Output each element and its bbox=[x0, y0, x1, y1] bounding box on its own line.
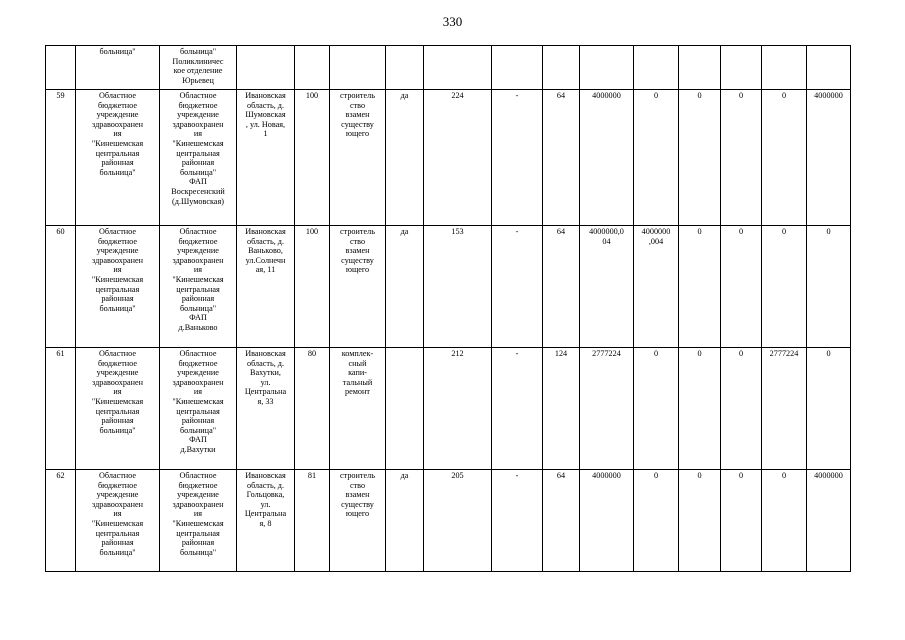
cell-num: 62 bbox=[46, 470, 76, 572]
cell-col12: 0 bbox=[679, 226, 721, 348]
cell-institution: больница" bbox=[76, 46, 160, 90]
cell-col9: 124 bbox=[543, 348, 580, 470]
cell-col5 bbox=[330, 46, 386, 90]
cell-col10: 4000000 bbox=[580, 470, 634, 572]
cell-col13 bbox=[721, 46, 762, 90]
cell-institution: Областное бюджетное учреждение здравоохранен ия "Кинешемская центральная районная больница" bbox=[76, 90, 160, 226]
cell-col10: 4000000 bbox=[580, 90, 634, 226]
cell-col11: 0 bbox=[634, 348, 679, 470]
cell-col14: 0 bbox=[762, 226, 807, 348]
cell-col11: 0 bbox=[634, 470, 679, 572]
cell-address: Ивановская область, д. Гольцовка, ул. Центральна я, 8 bbox=[237, 470, 295, 572]
cell-col8: - bbox=[492, 226, 543, 348]
table-row bbox=[46, 226, 851, 348]
cell-facility: Областное бюджетное учреждение здравоохранен ия "Кинешемская центральная районная больница" ФАП д.Вахутки bbox=[160, 348, 237, 470]
table-row bbox=[46, 90, 851, 226]
page-number: 330 bbox=[442, 14, 463, 29]
cell-col6: да bbox=[386, 226, 424, 348]
cell-address: Ивановская область, д. Вахутки, ул. Центральна я, 33 bbox=[237, 348, 295, 470]
cell-col15: 4000000 bbox=[807, 470, 851, 572]
cell-col6: да bbox=[386, 90, 424, 226]
cell-col14 bbox=[762, 46, 807, 90]
cell-col4 bbox=[295, 46, 330, 90]
cell-address: Ивановская область, д. Ваньково, ул.Солнечн ая, 11 bbox=[237, 226, 295, 348]
cell-col11: 0 bbox=[634, 90, 679, 226]
cell-col11 bbox=[634, 46, 679, 90]
cell-col13: 0 bbox=[721, 90, 762, 226]
cell-col15: 4000000 bbox=[807, 90, 851, 226]
cell-col11: 4000000 ,004 bbox=[634, 226, 679, 348]
cell-col14: 0 bbox=[762, 90, 807, 226]
cell-col7: 153 bbox=[424, 226, 492, 348]
cell-col4: 80 bbox=[295, 348, 330, 470]
cell-col9: 64 bbox=[543, 226, 580, 348]
cell-col5: строитель ство взамен существу ющего bbox=[330, 470, 386, 572]
cell-facility: Областное бюджетное учреждение здравоохранен ия "Кинешемская центральная районная больница" ФАП Воскресенский (д.Шумовская) bbox=[160, 90, 237, 226]
cell-col8: - bbox=[492, 90, 543, 226]
cell-col15: 0 bbox=[807, 226, 851, 348]
cell-col6 bbox=[386, 46, 424, 90]
cell-col7: 212 bbox=[424, 348, 492, 470]
cell-col14: 2777224 bbox=[762, 348, 807, 470]
cell-col5: строитель ство взамен существу ющего bbox=[330, 226, 386, 348]
cell-col4: 100 bbox=[295, 90, 330, 226]
cell-col7 bbox=[424, 46, 492, 90]
cell-col15: 0 bbox=[807, 348, 851, 470]
cell-institution: Областное бюджетное учреждение здравоохранен ия "Кинешемская центральная районная больница" bbox=[76, 226, 160, 348]
cell-num: 59 bbox=[46, 90, 76, 226]
cell-num: 60 bbox=[46, 226, 76, 348]
cell-col8: - bbox=[492, 470, 543, 572]
table-row bbox=[46, 348, 851, 470]
cell-col12: 0 bbox=[679, 348, 721, 470]
cell-col13: 0 bbox=[721, 226, 762, 348]
cell-col14: 0 bbox=[762, 470, 807, 572]
cell-col4: 100 bbox=[295, 226, 330, 348]
cell-col7: 224 bbox=[424, 90, 492, 226]
cell-col15 bbox=[807, 46, 851, 90]
cell-col6: да bbox=[386, 470, 424, 572]
cell-facility: больница" Поликлиничес кое отделение Юрьевец bbox=[160, 46, 237, 90]
cell-col12: 0 bbox=[679, 470, 721, 572]
cell-col12 bbox=[679, 46, 721, 90]
cell-col10: 2777224 bbox=[580, 348, 634, 470]
cell-col8: - bbox=[492, 348, 543, 470]
cell-facility: Областное бюджетное учреждение здравоохранен ия "Кинешемская центральная районная больница" bbox=[160, 470, 237, 572]
cell-col4: 81 bbox=[295, 470, 330, 572]
table-row-fragment bbox=[46, 46, 851, 90]
cell-col7: 205 bbox=[424, 470, 492, 572]
cell-num bbox=[46, 46, 76, 90]
cell-col9 bbox=[543, 46, 580, 90]
cell-col9: 64 bbox=[543, 90, 580, 226]
table-row bbox=[46, 470, 851, 572]
cell-col9: 64 bbox=[543, 470, 580, 572]
cell-facility: Областное бюджетное учреждение здравоохранен ия "Кинешемская центральная районная больница" ФАП д.Ваньково bbox=[160, 226, 237, 348]
cell-col12: 0 bbox=[679, 90, 721, 226]
cell-address: Ивановская область, д. Шумовская , ул. Новая, 1 bbox=[237, 90, 295, 226]
cell-num: 61 bbox=[46, 348, 76, 470]
cell-col13: 0 bbox=[721, 348, 762, 470]
cell-institution: Областное бюджетное учреждение здравоохранен ия "Кинешемская центральная районная больница" bbox=[76, 348, 160, 470]
cell-col10 bbox=[580, 46, 634, 90]
cell-col13: 0 bbox=[721, 470, 762, 572]
registry-table bbox=[45, 45, 851, 572]
cell-col5: строитель ство взамен существу ющего bbox=[330, 90, 386, 226]
cell-col5: комплек- сный капи- тальный ремонт bbox=[330, 348, 386, 470]
cell-col8 bbox=[492, 46, 543, 90]
cell-institution: Областное бюджетное учреждение здравоохранен ия "Кинешемская центральная районная больница" bbox=[76, 470, 160, 572]
cell-col6 bbox=[386, 348, 424, 470]
cell-address bbox=[237, 46, 295, 90]
cell-col10: 4000000,0 04 bbox=[580, 226, 634, 348]
